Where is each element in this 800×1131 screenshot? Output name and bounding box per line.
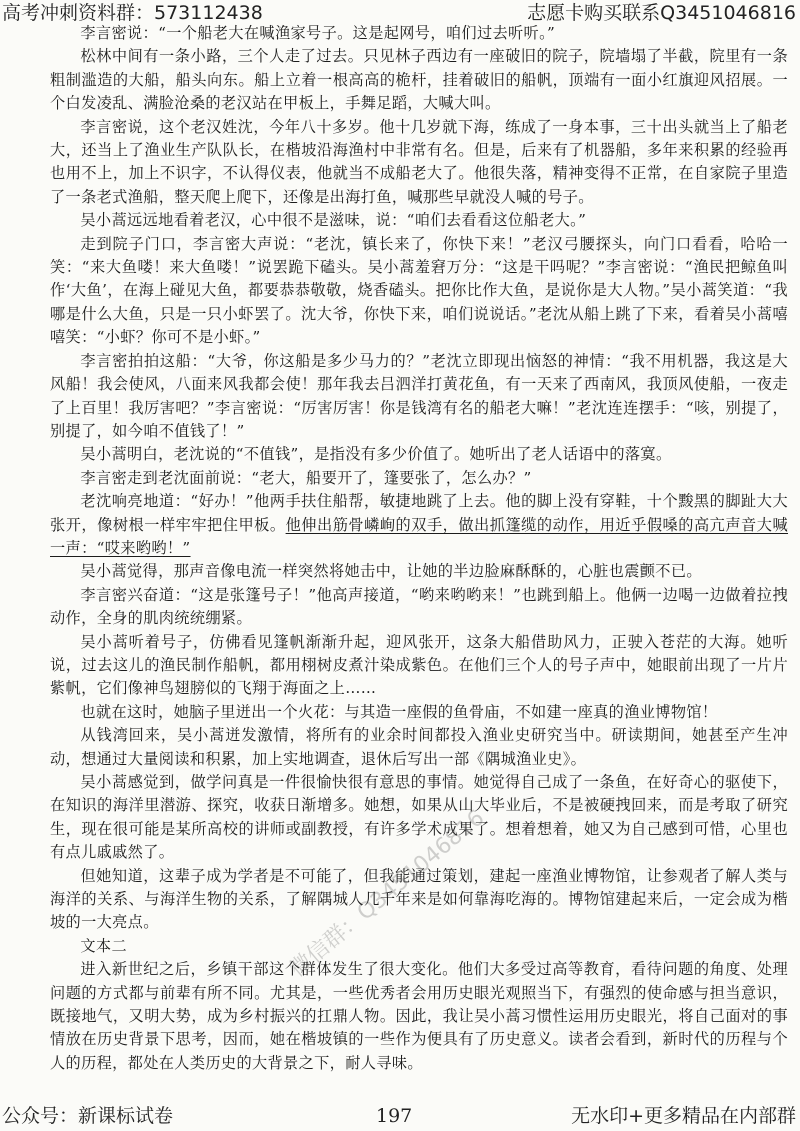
- paragraph: 松林中间有一条小路，三个人走了过去。只见林子西边有一座破旧的院子，院墙塌了半截，院里有一条粗制滥造的大船，船头向东。船上立着一根高高的桅杆，挂着破旧的船帆，顶端有一面小红旗迎风招展。一个白发凌乱、满脸沧桑的老汉站在甲板上，手舞足蹈，大喊大叫。: [50, 47, 788, 113]
- paragraph: 吴小蒿觉得，那声音像电流一样突然将她击中，让她的半边脸麻酥酥的，心脏也震颤不已。: [80, 562, 702, 581]
- paragraph: 李言密拍拍这船：“大爷，你这船是多少马力的？”老沈立即现出恼怒的神情：“我不用机器，我这是大风船！我会使风，八面来风我都会使！那年我去吕泗洋打黄花鱼，有一天来了西南风，我顶风使船，一夜走了上百里！我厉害吧？”李言密说：“厉害厉害！你是钱湾有名的船老大嘛！”老沈连连摆手：“咳，别提了，别提了，如今咱不值钱了！”: [50, 351, 788, 440]
- underlined-sentence: 他伸出筋骨嶙峋的双手，做出抓篷缆的动作，用近乎假嗓的高亢声音大喊一声：“哎来哟哟！”: [50, 515, 789, 557]
- header-right-text: 志愿卡购买联系Q3451046816: [527, 2, 796, 24]
- paragraph: 李言密兴奋道：“这是张篷号子！”他高声接道，“哟来哟哟来！”也跳到船上。他俩一边喝一边做着拉拽动作，全身的肌肉统统绷紧。: [50, 585, 788, 628]
- paragraph: 也就在这时，她脑子里迸出一个火花：与其造一座假的鱼骨庙，不如建一座真的渔业博物馆！: [80, 702, 718, 721]
- paragraph: 进入新世纪之后，乡镇干部这个群体发生了很大变化。他们大多受过高等教育，看待问题的角度、处理问题的方式都与前辈有所不同。尤其是，一些优秀者会用历史眼光观照当下，有强烈的使命感与担当意识，既接地气，又明大势，成为乡村振兴的扛鼎人物。因此，我让吴小蒿习惯性运用历史眼光，将自己面对的事情放在历史背景下思考，因而，她在楷坡镇的一些作为便具有了历史意义。读者会看到，新时代的历程与个人的历程，都处在人类历史的大背景之下，耐人寻味。: [50, 960, 788, 1072]
- paragraph: 李言密说，这个老汉姓沈，今年八十多岁。他十几岁就下海，练成了一身本事，三十出头就当上了船老大，还当上了渔业生产队队长，在楷坡沿海渔村中非常有名。但是，后来有了机器船，多年来积累的经验再也用不上，加上不识字，不认得仪表，他就当不成船老大了。他很失落，精神变得不正常，在自家院子里造了一条老式渔船，整天爬上爬下，还像是出海打鱼，喊那些早就没人喊的号子。: [50, 117, 788, 206]
- section-title: 文本二: [80, 936, 128, 955]
- page-footer: [0, 1101, 800, 1131]
- paragraph: 但她知道，这辈子成为学者是不可能了，但我能通过策划，建起一座渔业博物馆，让参观者了解人类与海洋的关系、与海洋生物的关系，了解隅城人几千年来是如何靠海吃海的。博物馆建起来后，一定会成为楷坡的一大亮点。: [50, 866, 788, 932]
- paragraph: 吴小蒿远远地看着老汉，心中很不是滋味，说：“咱们去看看这位船老大。”: [80, 211, 587, 230]
- paragraph: 从钱湾回来，吴小蒿迸发激情，将所有的业余时间都投入渔业史研究当中。研读期间，她甚至产生冲动，想通过大量阅读和积累，加上实地调查，退休后写出一部《隅城渔业史》。: [50, 726, 788, 768]
- footer-right-text: 无水印+更多精品在内部群: [571, 1105, 796, 1127]
- paragraph-text: 老沈响亮地道：“好办！”他两手扶住船帮，敏捷地跳了上去。他的脚上没有穿鞋，十个黢黑的脚趾大大张开，像树根一样牢牢把住甲板。: [50, 492, 788, 534]
- footer-left-text: 公众号：新课标试卷: [2, 1105, 174, 1127]
- article-body: [50, 22, 788, 1075]
- page-number: 197: [376, 1105, 413, 1127]
- paragraph: 走到院子门口，李言密大声说：“老沈，镇长来了，你快下来！”老汉弓腰探头，向门口看看，哈哈一笑：“来大鱼喽！来大鱼喽！”说罢跪下磕头。吴小蒿羞窘万分：“这是干吗呢？”李言密说：“渔民把鲸鱼叫作‘大鱼’，在海上碰见大鱼，都要恭恭敬敬，烧香磕头。把你比作大鱼，是说你是大人物。”吴小蒿笑道：“我哪是什么大鱼，只是一只小虾罢了。沈大爷，你快下来，咱们说说话。”老沈从船上跳了下来，看着吴小蒿嘻嘻笑：“小虾？你可不是小虾。”: [50, 234, 788, 347]
- header-left-text: 高考冲刺资料群：573112438: [2, 2, 263, 24]
- paragraph: 吴小蒿明白，老沈说的“不值钱”，是指没有多少价值了。她听出了老人话语中的落寞。: [80, 445, 672, 464]
- paragraph: 李言密说：“一个船老大在喊渔家号子。这是起网号，咱们过去听听。”: [80, 24, 556, 42]
- paragraph: 吴小蒿感觉到，做学问真是一件很愉快很有意思的事情。她觉得自己成了一条鱼，在好奇心的驱使下，在知识的海洋里潜游、探究，收获日渐增多。她想，如果从山大毕业后，不是被硬拽回来，而是考取了研究生，现在很可能是某所高校的讲师或副教授，有许多学术成果了。想着想着，她又为自己感到可惜，心里也有点儿戚戚然了。: [50, 773, 788, 862]
- watermark: 微信群：Q3451046816: [285, 805, 490, 983]
- paragraph: [50, 490, 788, 560]
- paragraph: 李言密走到老沈面前说：“老大，船要开了，篷要张了，怎么办？”: [80, 468, 532, 487]
- paragraph: 吴小蒿听着号子，仿佛看见篷帆渐渐升起，迎风张开，这条大船借助风力，正驶入苍茫的大海。她听说，过去这儿的渔民制作船帆，都用栩树皮煮汁染成紫色。在他们三个人的号子声中，她眼前出现了一片片紫帆，它们像神鸟翅膀似的飞翔于海面之上……: [50, 632, 788, 698]
